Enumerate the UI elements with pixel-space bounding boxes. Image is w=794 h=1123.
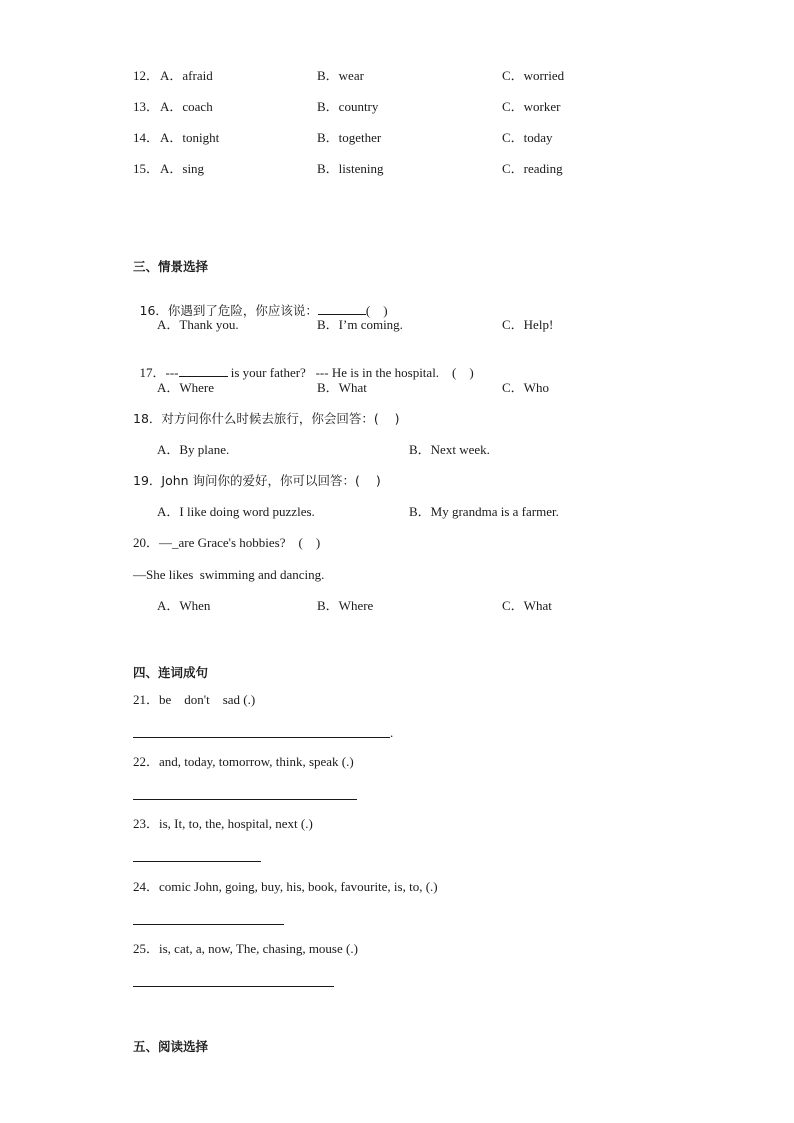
- option-a: A．I like doing word puzzles.: [157, 504, 315, 519]
- question-stem: is your father? --- He is in the hospital. ( ): [227, 365, 474, 380]
- option-a: A．Where: [157, 380, 215, 395]
- question-number: 12．: [133, 68, 160, 83]
- option-b: B．Next week.: [409, 442, 490, 457]
- question-18: 18．对方问你什么时候去旅行，你会回答：( ): [133, 411, 400, 426]
- answer-line[interactable]: [133, 737, 390, 738]
- option-a: A．By plane.: [157, 442, 230, 457]
- section-title: 四、连词成句: [133, 665, 209, 680]
- option-b: B．wear: [317, 68, 364, 83]
- option-c: C．worker: [502, 99, 561, 114]
- option-c: C．Help!: [502, 317, 554, 332]
- option-c: C．Who: [502, 380, 549, 395]
- answer-line[interactable]: [133, 799, 357, 800]
- option-a: A．tonight: [160, 130, 220, 145]
- section-title: 五、阅读选择: [133, 1039, 209, 1054]
- question-25: 25．is, cat, a, now, The, chasing, mouse (.): [133, 941, 358, 956]
- option-a: A．coach: [160, 99, 213, 114]
- option-a: A．Thank you.: [157, 317, 239, 332]
- question-number: 13．: [133, 99, 160, 114]
- option-a: A．When: [157, 598, 211, 613]
- question-17: [133, 348, 474, 381]
- question-20-reply: —She likes swimming and dancing.: [133, 567, 325, 582]
- option-a: A．afraid: [160, 68, 213, 83]
- option-b: B．country: [317, 99, 379, 114]
- question-23: 23．is, It, to, the, hospital, next (.): [133, 816, 313, 831]
- question-number: 14．: [133, 130, 160, 145]
- answer-line[interactable]: [133, 986, 334, 987]
- question-20: 20．—_are Grace's hobbies? ( ): [133, 535, 321, 550]
- option-b: B．together: [317, 130, 382, 145]
- question-number: 15．: [133, 161, 160, 176]
- option-c: C．today: [502, 130, 553, 145]
- question-22: 22．and, today, tomorrow, think, speak (.): [133, 754, 354, 769]
- answer-blank[interactable]: [318, 302, 366, 315]
- option-b: B．My grandma is a farmer.: [409, 504, 559, 519]
- option-a: A．sing: [160, 161, 205, 176]
- option-b: B．I’m coming.: [317, 317, 403, 332]
- question-21: 21．be don't sad (.): [133, 692, 256, 707]
- question-number: 17．---: [139, 365, 179, 380]
- answer-line[interactable]: [133, 924, 284, 925]
- option-c: C．worried: [502, 68, 565, 83]
- answer-line[interactable]: [133, 861, 261, 862]
- question-24: 24．comic John, going, buy, his, book, favourite, is, to, (.): [133, 879, 438, 894]
- option-b: B．listening: [317, 161, 384, 176]
- section-title: 三、情景选择: [133, 259, 209, 274]
- option-b: B．What: [317, 380, 367, 395]
- answer-bracket: ( ): [365, 303, 388, 318]
- question-16: [133, 286, 388, 319]
- question-19: 19．John 询问你的爱好，你可以回答：( ): [133, 473, 381, 488]
- option-c: C．reading: [502, 161, 563, 176]
- answer-blank[interactable]: [179, 364, 228, 377]
- option-c: C．What: [502, 598, 552, 613]
- answer-period: .: [390, 725, 394, 740]
- option-b: B．Where: [317, 598, 374, 613]
- question-stem: 16．你遇到了危险，你应该说：: [139, 303, 318, 318]
